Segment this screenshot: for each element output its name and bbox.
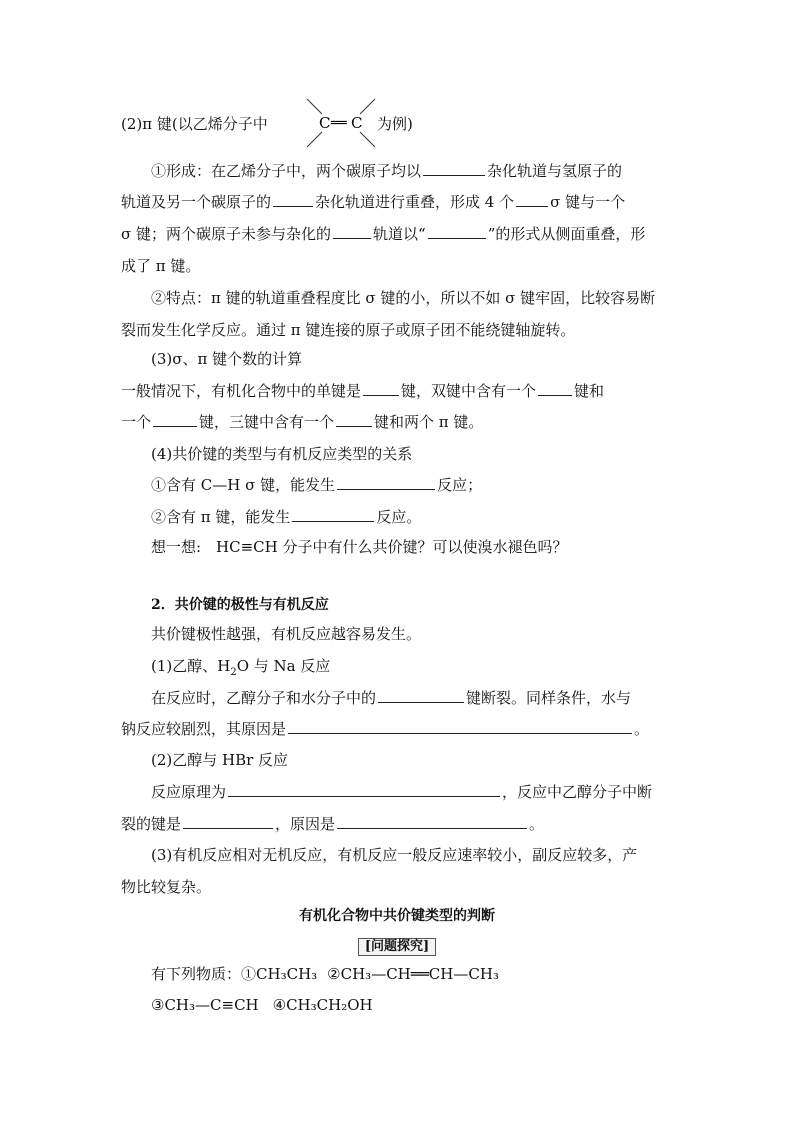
- pi-bond-heading-suffix: 为例): [377, 115, 413, 133]
- polarity-text: O 与 Na 反应: [236, 657, 331, 675]
- polarity-text: (1)乙醇、H: [151, 657, 231, 675]
- pi-bond-heading-prefix: (2)π 键(以乙烯分子中: [121, 115, 268, 133]
- count-text: 键和两个 π 键。: [374, 413, 484, 431]
- subscript: 2: [230, 667, 237, 678]
- relation-text: 反应。: [376, 508, 422, 526]
- answer-blank[interactable]: [183, 814, 273, 829]
- answer-blank[interactable]: [333, 224, 371, 239]
- relation-text: ②含有 π 键，能发生: [151, 508, 291, 526]
- answer-blank[interactable]: [423, 161, 485, 176]
- polarity-para-3: [151, 782, 652, 802]
- polarity-sub-heading-1: [151, 656, 330, 676]
- answer-blank[interactable]: [288, 719, 632, 734]
- count-text: 一个: [121, 413, 152, 431]
- ethylene-right-carbon: C: [351, 114, 363, 132]
- polarity-text: ，反应中乙醇分子中断: [502, 783, 653, 801]
- problem-explore-badge: [问题探究]: [358, 938, 436, 956]
- ethylene-double-bond: ══: [331, 116, 347, 131]
- count-text: 一般情况下，有机化合物中的单键是: [121, 382, 362, 400]
- answer-blank[interactable]: [538, 381, 572, 396]
- formation-line-1: [151, 161, 622, 181]
- polarity-para-6: 物比较复杂。: [121, 878, 212, 896]
- polarity-text: 钠反应较剧烈，其原因是: [121, 720, 287, 738]
- polarity-intro: 共价键极性越强，有机反应越容易发生。: [151, 625, 422, 643]
- relation-text: 反应；: [437, 476, 483, 494]
- polarity-para-5: (3)有机反应相对无机反应，有机反应一般反应速率较小，副反应较多，产: [151, 846, 638, 864]
- formation-line-4: 成了 π 键。: [121, 257, 201, 275]
- formation-text: 杂化轨道进行重叠，形成 4 个: [315, 193, 515, 211]
- polarity-para-2: [121, 719, 649, 739]
- ethylene-structure-diagram: [305, 97, 377, 149]
- polarity-text: 。: [529, 815, 545, 833]
- answer-blank[interactable]: [273, 192, 313, 207]
- formation-line-3: [121, 224, 645, 244]
- think-question: 想一想: HC≡CH 分子中有什么共价键？可以使溴水褪色吗？: [151, 538, 568, 556]
- answer-blank[interactable]: [516, 192, 548, 207]
- answer-blank[interactable]: [378, 688, 464, 703]
- polarity-heading: 2．共价键的极性与有机反应: [151, 597, 329, 613]
- substance-list-line-1: [151, 964, 499, 984]
- formation-line-2: [121, 192, 625, 212]
- formation-text: 轨道及另一个碳原子的: [121, 193, 272, 211]
- formation-text: σ 键；两个碳原子未参与杂化的: [121, 225, 332, 243]
- feature-line-1: ②特点：π 键的轨道重叠程度比 σ 键的小，所以不如 σ 键牢固，比较容易断: [151, 289, 656, 307]
- polarity-text: 键断裂。同样条件，水与: [466, 689, 632, 707]
- count-text: 键和: [574, 382, 605, 400]
- count-text: 键，双键中含有一个: [401, 382, 537, 400]
- relation-line-1: [151, 475, 482, 495]
- substance-item: ①CH₃CH₃: [241, 965, 318, 983]
- formation-text: 杂化轨道与氢原子的: [487, 162, 623, 180]
- polarity-para-4: [121, 814, 544, 834]
- answer-blank[interactable]: [153, 412, 197, 427]
- answer-blank[interactable]: [292, 507, 374, 522]
- ethylene-left-carbon: C: [319, 114, 331, 132]
- substance-list-line-2: [151, 995, 373, 1015]
- answer-blank[interactable]: [337, 814, 527, 829]
- count-line-2: [121, 412, 483, 432]
- polarity-text: ，原因是: [275, 815, 336, 833]
- polarity-text: 裂的键是: [121, 815, 182, 833]
- count-heading: (3)σ、π 键个数的计算: [151, 350, 303, 368]
- section-title: 有机化合物中共价键类型的判断: [299, 908, 495, 924]
- answer-blank[interactable]: [363, 381, 399, 396]
- formation-text: ①形成：在乙烯分子中，两个碳原子均以: [151, 162, 422, 180]
- answer-blank[interactable]: [228, 782, 500, 797]
- polarity-text: 反应原理为: [151, 783, 227, 801]
- formation-text: σ 键与一个: [550, 193, 626, 211]
- substance-item: ④CH₃CH₂OH: [272, 996, 373, 1014]
- answer-blank[interactable]: [336, 412, 372, 427]
- relation-heading: (4)共价键的类型与有机反应类型的关系: [151, 445, 413, 463]
- relation-text: ①含有 C—H σ 键，能发生: [151, 476, 336, 494]
- polarity-para-1: [151, 688, 631, 708]
- polarity-text: 。: [634, 720, 650, 738]
- formation-text: ”的形式从侧面重叠，形: [487, 225, 646, 243]
- problem-explore-badge-wrap: [0, 935, 794, 956]
- feature-line-2: 裂而发生化学反应。通过 π 键连接的原子或原子团不能绕键轴旋转。: [121, 321, 576, 339]
- substance-item: ③CH₃—C≡CH: [151, 996, 259, 1014]
- pi-bond-heading: [121, 114, 268, 134]
- count-text: 键，三键中含有一个: [199, 413, 335, 431]
- count-line-1: [121, 381, 604, 401]
- formation-text: 轨道以“: [373, 225, 426, 243]
- answer-blank[interactable]: [428, 224, 486, 239]
- substance-label: 有下列物质：: [151, 965, 242, 983]
- polarity-text: 在反应时，乙醇分子和水分子中的: [151, 689, 377, 707]
- polarity-sub-heading-2: (2)乙醇与 HBr 反应: [151, 751, 289, 769]
- relation-line-2: [151, 507, 421, 527]
- substance-item: ②CH₃—CH══CH—CH₃: [327, 965, 499, 983]
- answer-blank[interactable]: [337, 475, 435, 490]
